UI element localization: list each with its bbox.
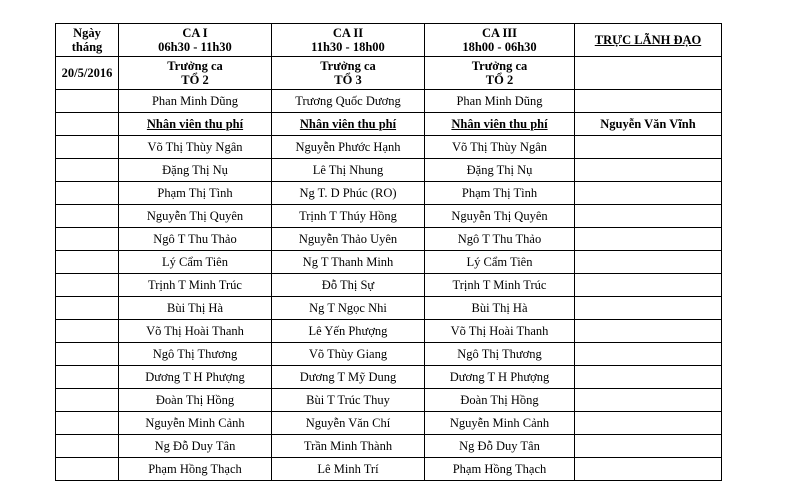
shift-3-staff-name: Phạm Hồng Thạch	[425, 458, 575, 481]
shift-3-staff-name: Phạm Thị Tình	[425, 182, 575, 205]
shift-2-staff-name: Nguyễn Thảo Uyên	[272, 228, 425, 251]
shift-3-name: CA III	[481, 26, 518, 40]
empty-date-cell	[56, 297, 119, 320]
shift-1-staff-heading: Nhân viên thu phí	[119, 113, 272, 136]
shift-1-staff-name: Đặng Thị Nụ	[119, 159, 272, 182]
shift-3-staff-name: Nguyễn Thị Quyên	[425, 205, 575, 228]
shift-3-staff-name: Ng Đỗ Duy Tân	[425, 435, 575, 458]
leadership-empty-cell	[575, 228, 722, 251]
leadership-empty-cell	[575, 136, 722, 159]
shift-1-staff-name: Lý Cẩm Tiên	[119, 251, 272, 274]
shift-2-header	[272, 24, 425, 57]
shift-1-staff-name: Đoàn Thị Hồng	[119, 389, 272, 412]
shift-2-team	[272, 57, 425, 90]
shift-2-staff-name: Nguyễn Văn Chí	[272, 412, 425, 435]
shift-1-staff-name: Võ Thị Hoài Thanh	[119, 320, 272, 343]
shift-3-leader: Phan Minh Dũng	[425, 90, 575, 113]
shift-1-leader: Phan Minh Dũng	[119, 90, 272, 113]
empty-date-cell	[56, 251, 119, 274]
duty-schedule-table	[55, 23, 722, 481]
staff-row	[56, 274, 722, 297]
empty-date-cell	[56, 412, 119, 435]
shift-2-team-role: Trưởng ca	[320, 59, 376, 73]
staff-row	[56, 412, 722, 435]
staff-row	[56, 320, 722, 343]
shift-1-staff-name: Nguyễn Minh Cảnh	[119, 412, 272, 435]
shift-1-header	[119, 24, 272, 57]
empty-date-cell	[56, 136, 119, 159]
shift-1-staff-name: Ngô Thị Thương	[119, 343, 272, 366]
date-label-line1: Ngày	[73, 26, 101, 40]
empty-date-cell	[56, 435, 119, 458]
empty-date-cell	[56, 228, 119, 251]
staff-row	[56, 205, 722, 228]
shift-3-staff-name: Đặng Thị Nụ	[425, 159, 575, 182]
shift-3-staff-name: Trịnh T Minh Trúc	[425, 274, 575, 297]
leadership-empty-cell	[575, 412, 722, 435]
empty-date-cell	[56, 90, 119, 113]
shift-3-staff-name: Võ Thị Hoài Thanh	[425, 320, 575, 343]
shift-3-staff-name: Lý Cẩm Tiên	[425, 251, 575, 274]
shift-2-staff-heading: Nhân viên thu phí	[272, 113, 425, 136]
leadership-empty-cell	[575, 182, 722, 205]
shift-2-staff-name: Đỗ Thị Sự	[272, 274, 425, 297]
empty-date-cell	[56, 159, 119, 182]
shift-1-staff-name: Ngô T Thu Thảo	[119, 228, 272, 251]
shift-1-staff-name: Phạm Thị Tình	[119, 182, 272, 205]
empty-date-cell	[56, 320, 119, 343]
date-cell: 20/5/2016	[56, 57, 119, 90]
leadership-empty-cell	[575, 366, 722, 389]
shift-2-staff-name: Nguyễn Phước Hạnh	[272, 136, 425, 159]
staff-row	[56, 159, 722, 182]
shift-2-staff-name: Lê Yến Phượng	[272, 320, 425, 343]
shift-2-team-group: TỔ 3	[334, 73, 362, 87]
shift-1-staff-name: Trịnh T Minh Trúc	[119, 274, 272, 297]
shift-1-team	[119, 57, 272, 90]
shift-1-team-group: TỔ 2	[181, 73, 209, 87]
leadership-empty-cell	[575, 320, 722, 343]
empty-date-cell	[56, 182, 119, 205]
staff-row	[56, 458, 722, 481]
shift-2-leader: Trương Quốc Dương	[272, 90, 425, 113]
shift-1-staff-name: Dương T H Phượng	[119, 366, 272, 389]
shift-2-staff-name: Trần Minh Thành	[272, 435, 425, 458]
staff-row	[56, 228, 722, 251]
shift-3-team	[425, 57, 575, 90]
empty-date-cell	[56, 343, 119, 366]
staff-row	[56, 389, 722, 412]
shift-1-staff-name: Phạm Hồng Thạch	[119, 458, 272, 481]
shift-2-staff-name: Trịnh T Thúy Hồng	[272, 205, 425, 228]
shift-1-staff-name: Bùi Thị Hà	[119, 297, 272, 320]
shift-3-staff-name: Ngô T Thu Thảo	[425, 228, 575, 251]
team-row	[56, 57, 722, 90]
empty-date-cell	[56, 205, 119, 228]
shift-3-staff-name: Đoàn Thị Hồng	[425, 389, 575, 412]
staff-row	[56, 366, 722, 389]
shift-3-team-group: TỔ 2	[485, 73, 514, 87]
leadership-empty-cell	[575, 159, 722, 182]
date-label-line2: tháng	[71, 40, 103, 54]
leadership-empty-cell	[575, 57, 722, 90]
shift-2-staff-name: Bùi T Trúc Thuy	[272, 389, 425, 412]
leadership-empty-cell	[575, 251, 722, 274]
shift-1-staff-name: Ng Đỗ Duy Tân	[119, 435, 272, 458]
leadership-header: TRỰC LÃNH ĐẠO	[575, 24, 722, 57]
shift-1-team-role: Trưởng ca	[167, 59, 223, 73]
leadership-empty-cell	[575, 435, 722, 458]
empty-date-cell	[56, 458, 119, 481]
leader-on-duty: Nguyễn Văn Vĩnh	[575, 113, 722, 136]
staff-row	[56, 343, 722, 366]
staff-row	[56, 297, 722, 320]
leadership-empty-cell	[575, 297, 722, 320]
empty-date-cell	[56, 389, 119, 412]
staff-row	[56, 435, 722, 458]
shift-2-staff-name: Ng T. D Phúc (RO)	[272, 182, 425, 205]
shift-1-name: CA I	[182, 26, 208, 40]
header-row	[56, 24, 722, 57]
shift-1-time: 06h30 - 11h30	[158, 40, 232, 54]
shift-2-staff-name: Võ Thùy Giang	[272, 343, 425, 366]
date-column-header	[56, 24, 119, 57]
staff-heading-row	[56, 113, 722, 136]
shift-2-staff-name: Lê Minh Trí	[272, 458, 425, 481]
shift-3-staff-heading: Nhân viên thu phí	[425, 113, 575, 136]
shift-2-staff-name: Lê Thị Nhung	[272, 159, 425, 182]
empty-date-cell	[56, 366, 119, 389]
leadership-empty-cell	[575, 343, 722, 366]
shift-3-time: 18h00 - 06h30	[462, 40, 537, 54]
shift-2-staff-name: Ng T Thanh Minh	[272, 251, 425, 274]
shift-leader-row	[56, 90, 722, 113]
shift-3-staff-name: Nguyễn Minh Cảnh	[425, 412, 575, 435]
leadership-empty-cell	[575, 458, 722, 481]
shift-1-staff-name: Nguyễn Thị Quyên	[119, 205, 272, 228]
shift-1-staff-name: Võ Thị Thùy Ngân	[119, 136, 272, 159]
shift-3-header	[425, 24, 575, 57]
staff-row	[56, 136, 722, 159]
shift-3-team-role: Trưởng ca	[471, 59, 528, 73]
leadership-empty-cell	[575, 205, 722, 228]
empty-date-cell	[56, 274, 119, 297]
staff-row	[56, 182, 722, 205]
leadership-empty-cell	[575, 274, 722, 297]
empty-date-cell	[56, 113, 119, 136]
staff-row	[56, 251, 722, 274]
shift-3-staff-name: Võ Thị Thùy Ngân	[425, 136, 575, 159]
shift-3-staff-name: Ngô Thị Thương	[425, 343, 575, 366]
shift-3-staff-name: Bùi Thị Hà	[425, 297, 575, 320]
shift-2-time: 11h30 - 18h00	[311, 40, 385, 54]
shift-2-staff-name: Ng T Ngọc Nhi	[272, 297, 425, 320]
shift-2-staff-name: Dương T Mỹ Dung	[272, 366, 425, 389]
shift-2-name: CA II	[332, 26, 364, 40]
leadership-empty-cell	[575, 90, 722, 113]
leadership-empty-cell	[575, 389, 722, 412]
shift-3-staff-name: Dương T H Phượng	[425, 366, 575, 389]
